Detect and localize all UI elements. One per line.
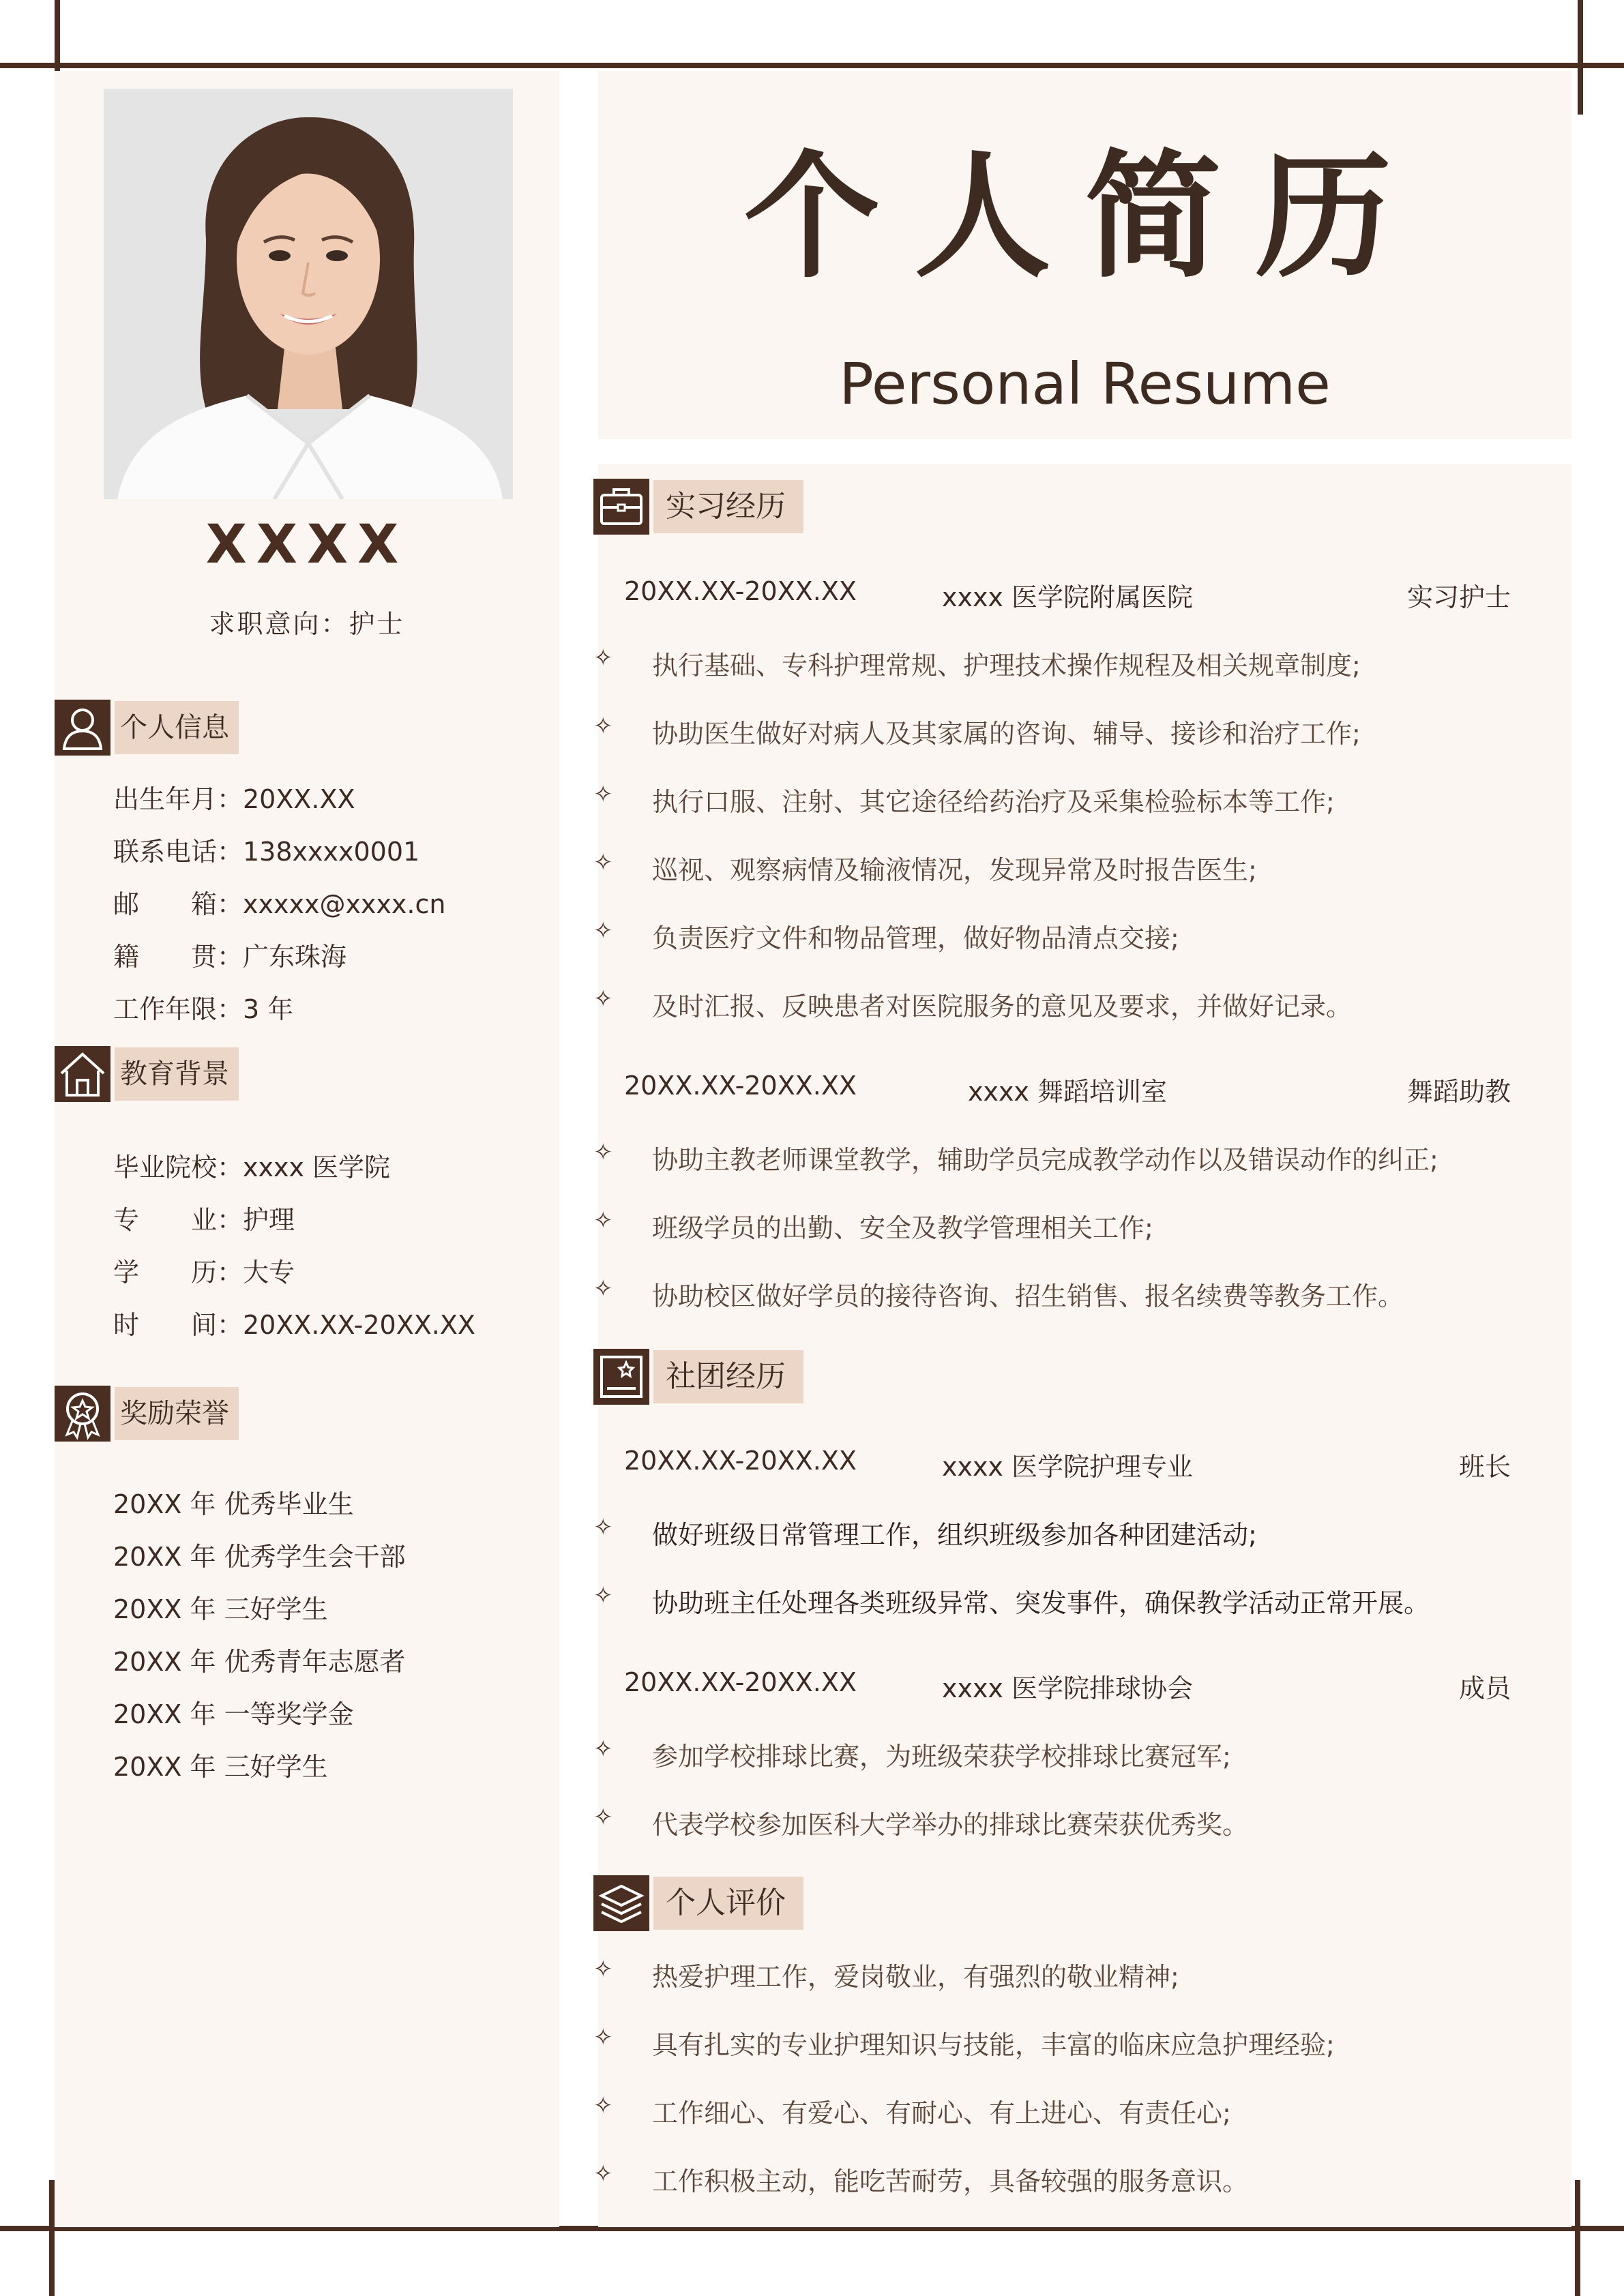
job-role: 班长	[1458, 1452, 1511, 1482]
list-item: ✧ 做好班级日常管理工作，组织班级参加各种团建活动;	[593, 1514, 1257, 1550]
bullet-star-icon: ✧	[593, 1139, 613, 1166]
personal-info-list	[113, 773, 445, 1036]
list-item: ✧ 及时汇报、反映患者对医院服务的意见及要求，并做好记录。	[593, 985, 1353, 1022]
bullet-star-icon: ✧	[593, 1514, 613, 1541]
list-item: ✧ 巡视、观察病情及输液情况，发现异常及时报告医生;	[593, 849, 1257, 885]
section-heading: 社团经历	[653, 1350, 803, 1403]
layers-icon	[593, 1875, 649, 1931]
job-date: 20XX.XX-20XX.XX	[624, 576, 857, 606]
section-heading: 个人信息	[115, 701, 239, 754]
job-date: 20XX.XX-20XX.XX	[624, 1667, 857, 1697]
info-row: 专 业：护理	[113, 1205, 295, 1235]
bullet-star-icon: ✧	[593, 985, 613, 1013]
corner-mark	[1578, 0, 1583, 115]
job-date: 20XX.XX-20XX.XX	[624, 1446, 857, 1476]
job-org: xxxx 舞蹈培训室	[967, 1077, 1168, 1107]
award-icon	[55, 1386, 110, 1442]
section-heading: 实习经历	[653, 480, 803, 533]
job-role: 成员	[1458, 1673, 1511, 1703]
bullet-star-icon: ✧	[593, 1804, 613, 1831]
info-row: 毕业院校：xxxx 医学院	[113, 1152, 391, 1182]
info-row: 学 历：大专	[113, 1257, 295, 1287]
corner-mark	[1575, 2180, 1580, 2296]
info-row: 工作年限：3 年	[113, 994, 294, 1024]
list-item: ✧ 协助校区做好学员的接待咨询、招生销售、报名续费等教务工作。	[593, 1275, 1404, 1311]
bullet-star-icon: ✧	[593, 1735, 613, 1763]
award-row: 20XX 年 三好学生	[113, 1594, 328, 1624]
certificate-icon	[593, 1349, 649, 1405]
list-item: ✧ 具有扎实的专业护理知识与技能，丰富的临床应急护理经验;	[593, 2024, 1335, 2060]
job-objective: 求职意向：护士	[209, 609, 405, 639]
corner-mark	[49, 2180, 55, 2296]
list-item: ✧ 工作细心、有爱心、有耐心、有上进心、有责任心;	[593, 2092, 1231, 2128]
job-header	[624, 576, 1511, 617]
job-org: xxxx 医学院附属医院	[941, 582, 1194, 612]
bullet-star-icon: ✧	[593, 2160, 613, 2188]
awards-list	[113, 1478, 406, 1793]
award-row: 20XX 年 优秀学生会干部	[113, 1542, 406, 1572]
bullet-star-icon: ✧	[593, 1275, 613, 1302]
resume-title: 个人简历	[743, 138, 1426, 297]
bullet-star-icon: ✧	[593, 1207, 613, 1234]
job-date: 20XX.XX-20XX.XX	[624, 1071, 857, 1101]
list-item: ✧ 工作积极主动，能吃苦耐劳，具备较强的服务意识。	[593, 2160, 1249, 2196]
info-row: 邮 箱：xxxxx@xxxx.cn	[113, 889, 446, 919]
list-item: ✧ 协助医生做好对病人及其家属的咨询、辅导、接诊和治疗工作;	[593, 713, 1361, 749]
award-row: 20XX 年 三好学生	[113, 1752, 328, 1782]
job-role: 舞蹈助教	[1406, 1077, 1511, 1107]
job-bullets	[593, 1139, 1548, 1343]
header-panel	[598, 71, 1571, 439]
info-row: 联系电话：138xxxx0001	[113, 837, 420, 867]
bullet-star-icon: ✧	[593, 781, 613, 808]
house-icon	[55, 1046, 110, 1102]
bullet-star-icon: ✧	[593, 917, 613, 944]
top-border	[0, 63, 1624, 68]
briefcase-icon	[593, 479, 649, 535]
list-item: ✧ 执行口服、注射、其它途径给药治疗及采集检验标本等工作;	[593, 781, 1335, 817]
list-item: ✧ 热爱护理工作，爱岗敬业，有强烈的敬业精神;	[593, 1956, 1179, 1992]
bullet-star-icon: ✧	[593, 849, 613, 876]
sidebar	[55, 71, 559, 2227]
list-item: ✧ 执行基础、专科护理常规、护理技术操作规程及相关规章制度;	[593, 644, 1361, 681]
list-item: ✧ 代表学校参加医科大学举办的排球比赛荣获优秀奖。	[593, 1804, 1249, 1840]
user-icon	[55, 700, 110, 756]
info-row: 时 间：20XX.XX-20XX.XX	[113, 1310, 475, 1340]
bullet-star-icon: ✧	[593, 1956, 613, 1983]
bullet-star-icon: ✧	[593, 644, 613, 672]
award-row: 20XX 年 一等奖学金	[113, 1699, 354, 1729]
info-row: 籍 贯：广东珠海	[113, 942, 347, 972]
list-item: ✧ 班级学员的出勤、安全及教学管理相关工作;	[593, 1207, 1153, 1243]
section-heading: 个人评价	[653, 1877, 803, 1930]
job-bullets	[593, 1735, 1548, 1872]
bullet-star-icon: ✧	[593, 713, 613, 740]
list-item: ✧ 协助班主任处理各类班级异常、突发事件，确保教学活动正常开展。	[593, 1582, 1430, 1618]
bullet-star-icon: ✧	[593, 2092, 613, 2119]
award-row: 20XX 年 优秀毕业生	[113, 1489, 354, 1519]
info-row: 出生年月：20XX.XX	[113, 784, 355, 814]
job-header	[624, 1071, 1511, 1112]
candidate-name: XXXX	[205, 514, 409, 576]
job-org: xxxx 医学院护理专业	[941, 1452, 1194, 1482]
bullet-star-icon: ✧	[593, 2024, 613, 2051]
job-role: 实习护士	[1406, 582, 1511, 612]
job-bullets	[593, 1514, 1548, 1650]
list-item: ✧ 参加学校排球比赛，为班级荣获学校排球比赛冠军;	[593, 1735, 1231, 1772]
self-eval-bullets	[593, 1956, 1548, 2228]
job-org: xxxx 医学院排球协会	[941, 1673, 1194, 1703]
job-header	[624, 1667, 1511, 1708]
bullet-star-icon: ✧	[593, 1582, 613, 1609]
section-heading: 奖励荣誉	[115, 1387, 239, 1440]
education-list	[113, 1142, 475, 1352]
list-item: ✧ 协助主教老师课堂教学，辅助学员完成教学动作以及错误动作的纠正;	[593, 1139, 1438, 1175]
award-row: 20XX 年 优秀青年志愿者	[113, 1647, 406, 1677]
portrait-photo	[104, 89, 513, 499]
section-heading: 教育背景	[115, 1047, 239, 1101]
job-header	[624, 1446, 1511, 1487]
resume-subtitle: Personal Resume	[839, 351, 1331, 417]
job-bullets	[593, 644, 1548, 1054]
list-item: ✧ 负责医疗文件和物品管理，做好物品清点交接;	[593, 917, 1179, 953]
